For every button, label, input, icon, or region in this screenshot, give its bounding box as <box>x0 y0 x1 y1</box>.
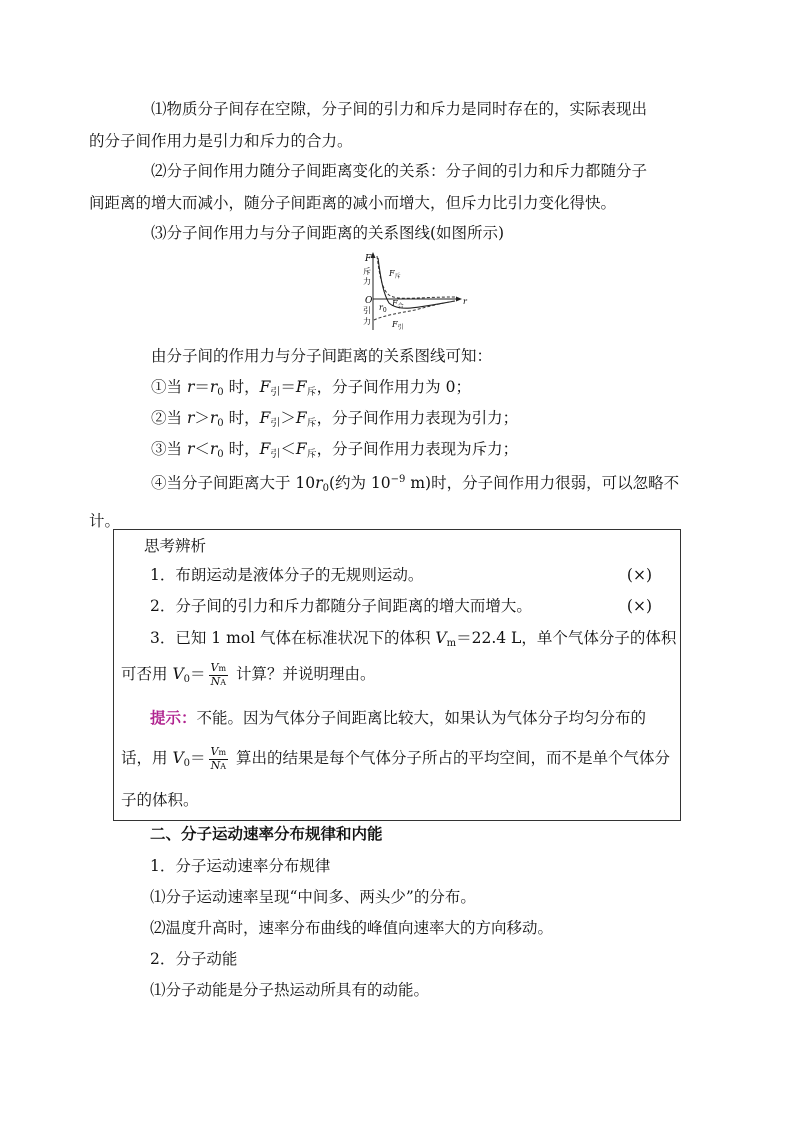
hint-label: 提示： <box>150 708 197 727</box>
paragraph-4: 由分子间的作用力与分子间距离的关系图线可知： <box>151 347 493 365</box>
subsection-1-point-2: ⑵温度升高时，速率分布曲线的峰值向速率大的方向移动。 <box>150 919 554 937</box>
repulsion-label-1: 斥 <box>363 267 371 276</box>
answer-mark-1: (×) <box>626 566 652 584</box>
paragraph-2: ⑵分子间作用力随分子间距离变化的关系：分子间的引力和斥力都随分子 间距离的增大而减小，随分子间距离的减小而增大，但斥力比引力变化得快。 <box>89 162 648 212</box>
answer-mark-2: (×) <box>626 597 652 615</box>
section-2-heading: 二、分子运动速率分布规律和内能 <box>150 824 383 843</box>
hint-line-2: 话，用 $V_0=$ $\frac{Vm}{NA}$ 算出的结果是每个气体分子所占的平均空间，而不是单个气体分 <box>121 744 671 772</box>
attraction-label-2: 力 <box>363 317 371 326</box>
axis-f-label: F <box>365 254 372 264</box>
question-1: 1．布朗运动是液体分子的无规则运动。 (×) <box>150 559 660 591</box>
question-2: 2．分子间的引力和斥力都随分子间距离的增大而增大。 (×) <box>150 590 660 622</box>
paragraph-1: ⑴物质分子间存在空隙，分子间的引力和斥力是同时存在的，实际表现出 的分子间作用力是引力和斥力的合力。 <box>89 100 648 150</box>
origin-label: O <box>365 296 373 306</box>
box-title: 思考辨析 <box>144 537 207 555</box>
f-chi-label: $F_斥$ <box>389 269 401 280</box>
question-3-line-1: 3．已知 1 mol 气体在标准状况下的体积 $V_m=22.4$ L，单个气体分子的体积 <box>150 629 677 649</box>
f-yin-label: $F_引$ <box>392 320 404 331</box>
hint-line-3: 子的体积。 <box>121 791 199 809</box>
r0-label: $r_0$ <box>379 303 387 314</box>
axis-r-label: r <box>463 297 467 306</box>
subsection-1-heading: 1．分子运动速率分布规律 <box>150 857 331 875</box>
paragraph-3: ⑶分子间作用力与分子间距离的关系图线(如图所示) <box>151 224 505 242</box>
volume-fraction-2: $\frac{Vm}{NA}$ <box>210 744 227 772</box>
force-distance-graph <box>355 250 470 335</box>
f-he-label: $F_合$ <box>392 299 404 310</box>
thinking-box <box>113 529 681 821</box>
subsection-2-point-1: ⑴分子动能是分子热运动所具有的动能。 <box>150 981 430 999</box>
question-3-line-2: 可否用 $V_0=$ $\frac{Vm}{NA}$ 计算？并说明理由。 <box>121 660 376 688</box>
hint-line-1: 提示：不能。因为气体分子间距离比较大，如果认为气体分子均匀分布的 <box>150 708 647 727</box>
subsection-1-point-1: ⑴分子运动速率呈现“中间多、两头少”的分布。 <box>150 888 476 906</box>
list-item-2: ②当 $r>r_0$ 时，$F_引>F_斥$，分子间作用力表现为引力； <box>151 409 519 429</box>
repulsion-label-2: 力 <box>363 277 371 286</box>
list-item-4: ④当分子间距离大于 $10r_0$(约为 $10^{-9}$ m)时，分子间作用力很弱，可以忽略不 计。 <box>89 474 680 530</box>
subsection-2-heading: 2．分子动能 <box>150 950 238 968</box>
list-item-3: ③当 $r<r_0$ 时，$F_引<F_斥$，分子间作用力表现为斥力； <box>151 440 519 460</box>
attraction-label-1: 引 <box>363 306 371 315</box>
volume-fraction: $\frac{Vm}{NA}$ <box>210 660 227 688</box>
list-item-1: ①当 $r=r_0$ 时，$F_引=F_斥$，分子间作用力为 0； <box>151 378 471 398</box>
